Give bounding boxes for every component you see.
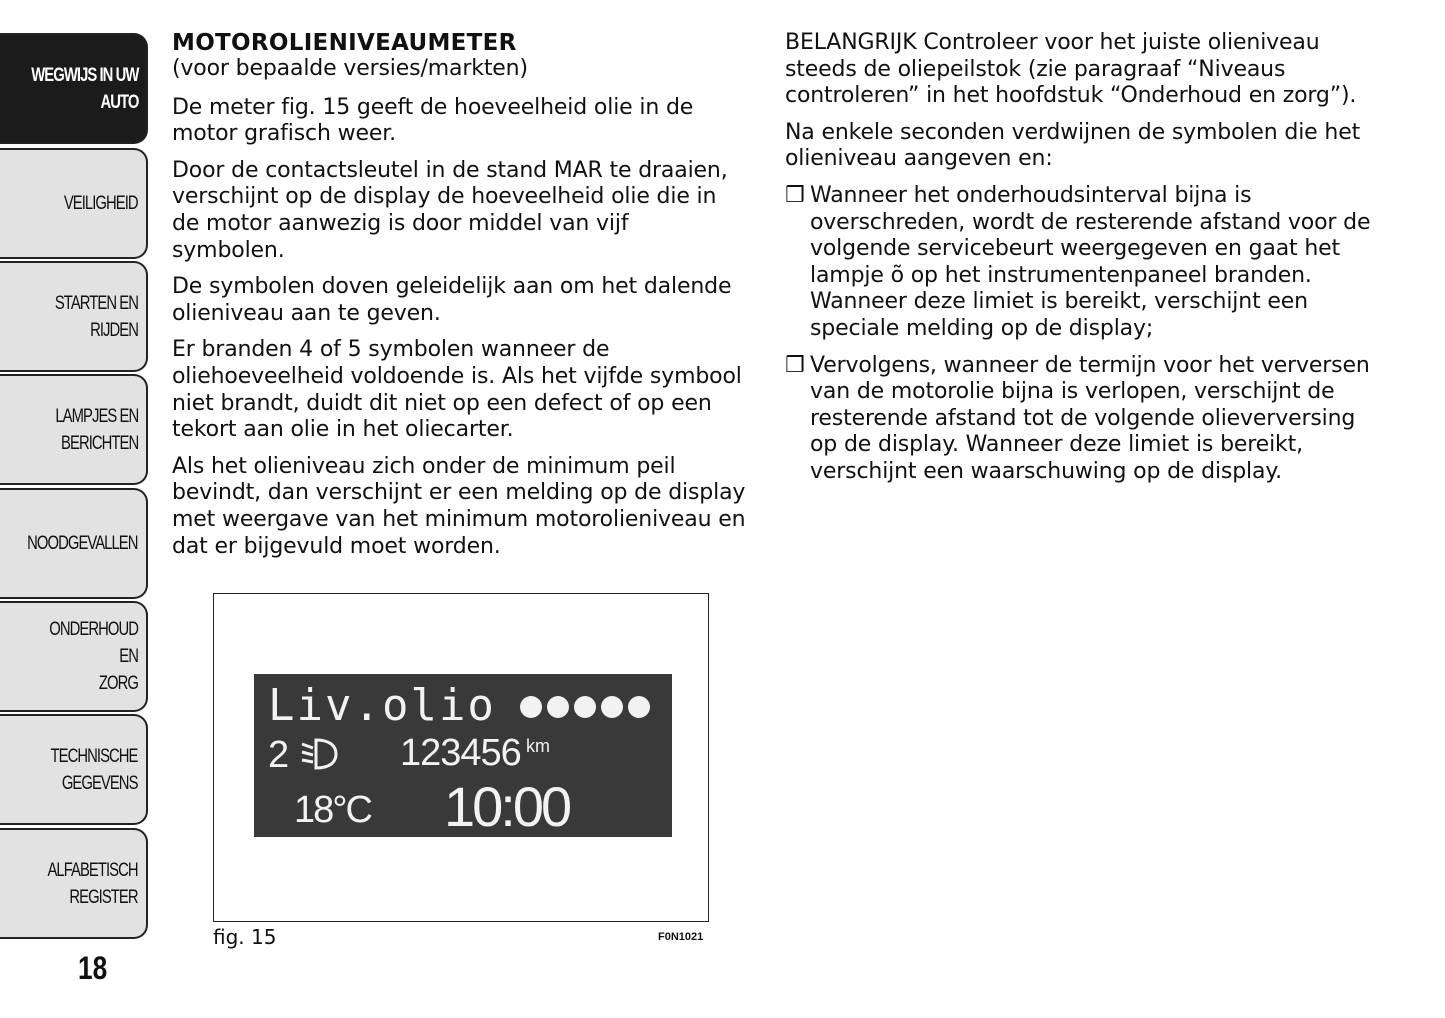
headlight-level: 2 [268,734,290,776]
paragraph: Als het olieniveau zich onder de minimum peil bevindt, dan verschijnt er een melding op de display met weergave van het minimum motorolieniveau en dat er bijgevuld moet worden. [172,453,746,559]
paragraph: Door de contactsleutel in de stand MAR te draaien, verschijnt op de display de hoeveelheid olie die in de motor aanwezig is door middel van vijf symbolen. [172,157,728,263]
tab-technische-gegevens[interactable]: TECHNISCHE GEGEVENS [0,714,148,825]
paragraph: Er branden 4 of 5 symbolen wanneer de oliehoeveelheid voldoende is. Als het vijfde symbool niet brandt, duidt dit niet op een defect of op een tekort aan olie in het oliecarter. [172,337,742,443]
odometer-unit: km [526,736,550,756]
bullet-item: ❒ Vervolgens, wanneer de termijn voor het verversen van de motorolie bijna is verlopen, verschijnt de resterende afstand tot de volgende olieverversing op de display. Wanneer deze limiet is bereikt, verschijnt een waarschuwing op de display. [785,352,1370,484]
odometer: 123456 [400,732,521,774]
oil-level-symbol-2 [547,696,569,718]
paragraph: Na enkele seconden verdwijnen de symbolen die het olieniveau aangeven en: [785,119,1361,172]
checkbox-bullet-icon: ❒ [785,352,805,378]
paragraph-important: BELANGRIJK Controleer voor het juiste olieniveau steeds de oliepeilstok (zie paragraaf “Niveaus controleren” in het hoofdstuk “Onderhoud en zorg”). [785,30,1357,109]
oil-level-symbol-1 [520,696,542,718]
tab-lampjes-en-berichten[interactable]: LAMPJES EN BERICHTEN [0,374,148,485]
tab-noodgevallen[interactable]: NOODGEVALLEN [0,488,148,599]
left-column [172,30,747,570]
headlight-icon [300,736,342,772]
outside-temperature: 18°C [294,789,371,831]
section-heading: MOTOROLIENIVEAUMETER [172,30,517,56]
paragraph: De meter fig. 15 geeft de hoeveelheid olie in de motor grafisch weer. [172,94,694,147]
bullet-item: ❒ Wanneer het onderhoudsinterval bijna is overschreden, wordt de resterende afstand voor de volgende servicebeurt weergegeven en gaat het lampje õ op het instrumentenpaneel branden. Wanneer deze limiet is bereikt, verschijnt een speciale melding op de display; [785,182,1371,341]
page-number: 18 [78,950,108,986]
oil-level-symbol-3 [574,696,596,718]
tab-onderhoud-en-zorg[interactable]: ONDERHOUD EN ZORG [0,601,148,712]
figure-oil-level-display [213,593,709,922]
oil-level-symbol-5 [628,696,650,718]
lcd-display [254,674,672,837]
tab-alfabetisch-register[interactable]: ALFABETISCH REGISTER [0,828,148,939]
tab-starten-en-rijden[interactable]: STARTEN EN RIJDEN [0,261,148,372]
checkbox-bullet-icon: ❒ [785,182,805,208]
tab-wegwijs-in-uw-auto[interactable]: WEGWIJS IN UW AUTO [0,33,148,144]
tab-veiligheid[interactable]: VEILIGHEID [0,148,148,259]
oil-level-symbol-4 [601,696,623,718]
section-subheading: (voor bepaalde versies/markten) [172,56,528,81]
figure-caption: fig. 15 [213,925,277,949]
right-column [785,30,1385,496]
oil-level-symbols [520,696,650,718]
paragraph: De symbolen doven geleidelijk aan om het dalende olieniveau aan te geven. [172,274,732,326]
clock: 10:00 [444,775,570,838]
figure-code: F0N1021 [658,931,704,943]
oil-level-label: Liv.olio [268,680,496,731]
